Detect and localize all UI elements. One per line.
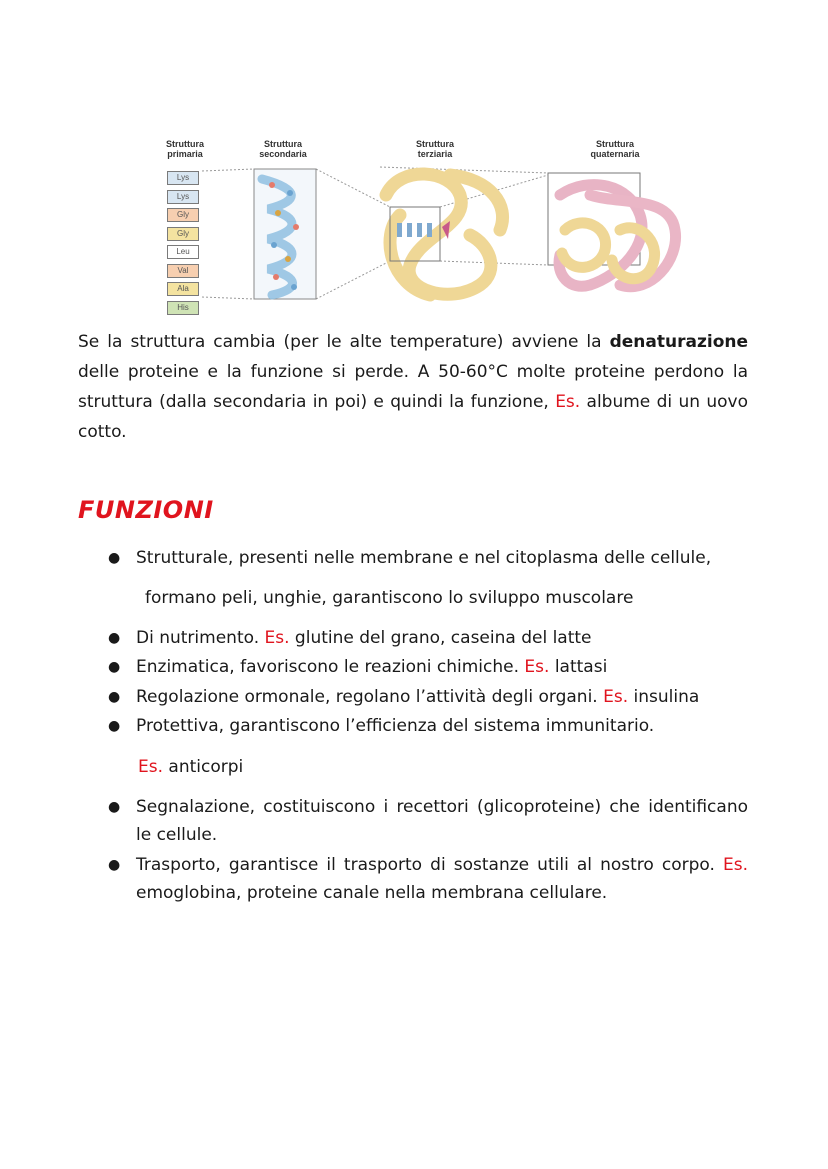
- amino-acid: His: [167, 301, 199, 315]
- paragraph-text: delle proteine e la funzione si perde. A 50-60°C molte proteine perdono la struttura (dalla secondaria in poi) e quindi la funzione,: [78, 362, 748, 412]
- example-marker: Es.: [138, 757, 164, 777]
- label-terziaria: Struttura terziaria: [416, 139, 454, 159]
- example-marker: Es.: [603, 687, 629, 707]
- label-primaria: Struttura primaria: [166, 139, 204, 159]
- bullet-icon: ●: [108, 659, 121, 675]
- bullet-icon: ●: [108, 550, 121, 566]
- example-marker: Es.: [555, 392, 581, 412]
- list-item-continuation: formano peli, unghie, garantiscono lo sviluppo muscolare: [145, 588, 634, 608]
- quaternary-structure: [559, 185, 676, 287]
- paragraph-text: albume di un uovo cotto.: [78, 392, 748, 442]
- protein-structure-figure: [150, 135, 695, 310]
- list-item-continuation: Es. anticorpi: [138, 757, 244, 777]
- amino-acid: Gly: [167, 208, 199, 222]
- bullet-icon: ●: [108, 630, 121, 646]
- paragraph-text: Se la struttura cambia (per le alte temperature) avviene la: [78, 332, 610, 352]
- bullet-icon: ●: [108, 718, 121, 734]
- tertiary-structure: [386, 174, 503, 295]
- section-title: FUNZIONI: [78, 496, 214, 524]
- bullet-icon: ●: [108, 689, 121, 705]
- amino-acid: Val: [167, 264, 199, 278]
- amino-acid: Leu: [167, 245, 199, 259]
- amino-acid: Lys: [167, 171, 199, 185]
- keyword-denaturazione: denaturazione: [609, 332, 748, 352]
- denaturation-paragraph: [78, 327, 748, 447]
- amino-acid: Gly: [167, 227, 199, 241]
- amino-acid: Ala: [167, 282, 199, 296]
- label-quaternaria: Struttura quaternaria: [590, 139, 640, 159]
- label-secondaria: Struttura secondaria: [259, 139, 307, 159]
- example-marker: Es.: [524, 657, 550, 677]
- amino-acid: Lys: [167, 190, 199, 204]
- example-marker: Es.: [722, 855, 748, 875]
- bullet-icon: ●: [108, 857, 121, 873]
- structure-drawings: [150, 135, 695, 310]
- example-marker: Es.: [264, 628, 290, 648]
- bullet-icon: ●: [108, 799, 121, 815]
